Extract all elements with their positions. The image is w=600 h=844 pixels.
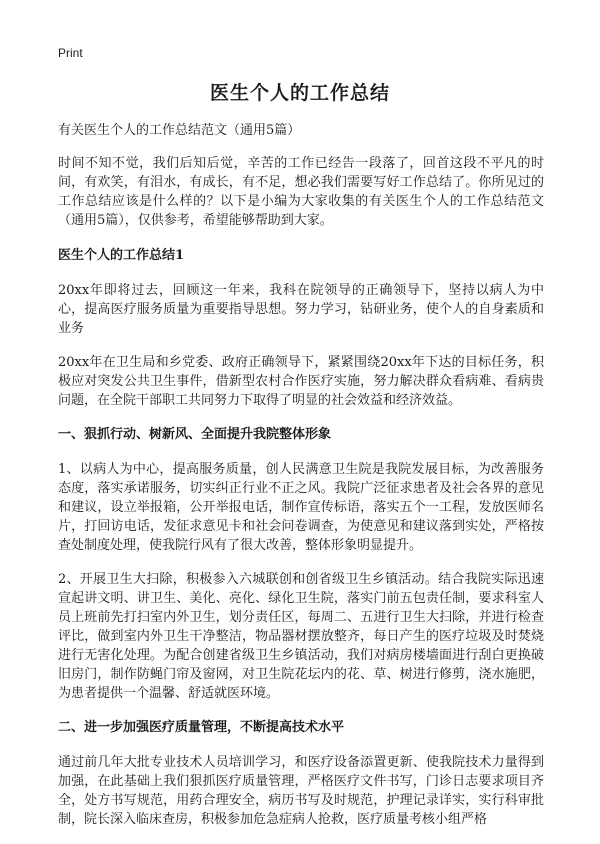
document-subtitle: 有关医生个人的工作总结范文（通用5篇） [58,123,301,138]
part2-heading: 二、进一步加强医疗质量管理，不断提高技术水平 [58,720,345,735]
document-body [58,121,544,844]
print-link[interactable]: Print [58,46,83,60]
part1-paragraph-1: 1、以病人为中心，提高服务质量，创人民满意卫生院是我院发展目标，为改善服务态度，落实承诺服务，切实纠正行业不正之风。我院广泛征求患者及社会各界的意见和建议，设立举报箱，公开举报电话，制作宣传标语，落实五个一工程，发放医师名片，打回访电话，发征求意见卡和社会问卷调查，为使意见和建议落到实处，严格按查处制度处理，使我院行风有了很大改善，整体形象明显提升。 [58,462,544,553]
intro-paragraph: 时间不知不觉，我们后知后觉，辛苦的工作已经告一段落了，回首这段不平凡的时间，有欢笑，有泪水，有成长，有不足，想必我们需要写好工作总结了。你所见过的工作总结应该是什么样的？以下是小编为大家收集的有关医生个人的工作总结范文（通用5篇），仅供参考，希望能够帮助到大家。 [58,156,544,228]
part1-heading: 一、狠抓行动、树新风、全面提升我院整体形象 [58,427,332,442]
section1-paragraph-2: 20xx年在卫生局和乡党委、政府正确领导下，紧紧围绕20xx年下达的目标任务，积极应对突发公共卫生事件，借新型农村合作医疗实施，努力解决群众看病难、看病贵问题，在全院干部职工共同努力下取得了明显的社会效益和经济效益。 [58,355,544,408]
part2-paragraph-1: 通过前几年大批专业技术人员培训学习，和医疗设备添置更新、使我院技术力量得到加强，在此基础上我们狠抓医疗质量管理，严格医疗文件书写，门诊日志要求项目齐全，处方书写规范，用药合理安全，病历书写及时规范，护理记录详实，实行科审批制，院长深入临床查房，积极参加危急症病人抢救，医疗质量考核小组严格 [58,755,544,827]
section1-paragraph-1: 20xx年即将过去，回顾这一年来，我科在院领导的正确领导下，坚持以病人为中心，提高医疗服务质量为重要指导思想。努力学习，钻研业务，使个人的自身素质和业务 [58,283,544,336]
section-heading-1: 医生个人的工作总结1 [58,248,185,263]
part1-paragraph-2: 2、开展卫生大扫除，积极参入六城联创和创省级卫生乡镇活动。结合我院实际迅速宣起讲文明、讲卫生、美化、亮化、绿化卫生院，落实门前五包责任制，要求科室人员上班前先打扫室内外卫生，划分责任区，每周二、五进行卫生大扫除，并进行检查评比，做到室内外卫生干净整洁，物品器材摆放整齐，每日产生的医疗垃圾及时焚烧进行无害化处理。为配合创建省级卫生乡镇活动，我们对病房楼墙面进行刮白更换破旧房门，制作防蝇门帘及窗网，对卫生院花坛内的花、草、树进行修剪，浇水施肥，为患者提供一个温馨、舒适就医环境。 [58,572,544,701]
page-title: 医生个人的工作总结 [209,82,390,104]
